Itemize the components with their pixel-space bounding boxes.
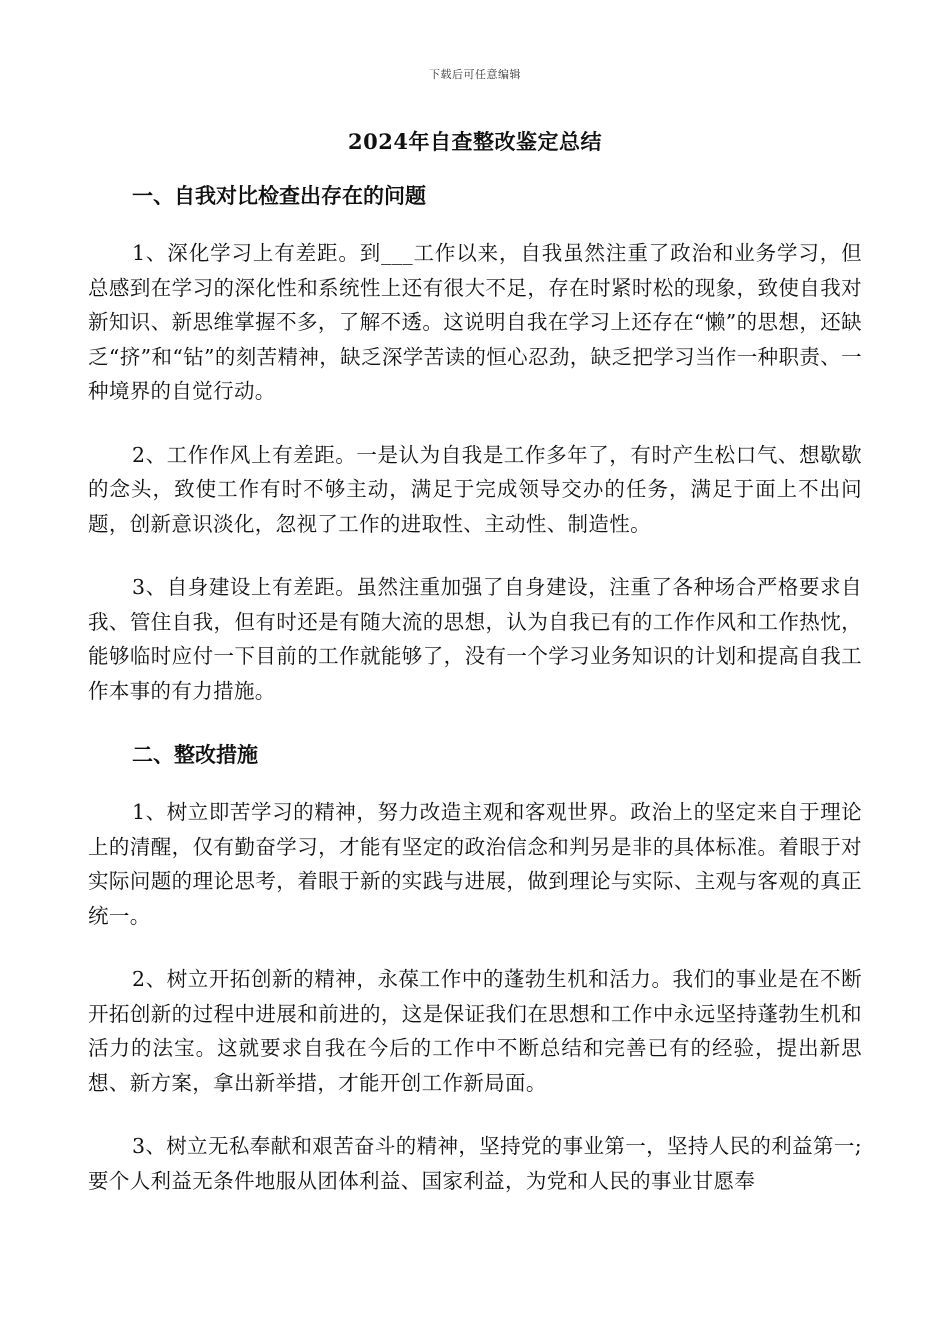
paragraph-1-3: 3、自身建设上有差距。虽然注重加强了自身建设，注重了各种场合严格要求自我、管住自我，但有时还是有随大流的思想，认为自我已有的工作作风和工作热忱，能够临时应付一下目前的工作就能够了，没有一个学习业务知识的计划和提高自我工作本事的有力措施。 [88,575,862,703]
paragraph-1-1: 1、深化学习上有差距。到___工作以来，自我虽然注重了政治和业务学习，但总感到在学习的深化性和系统性上还有很大不足，存在时紧时松的现象，致使自我对新知识、新思维掌握不多，了解不透。这说明自我在学习上还存在“懒”的思想，还缺乏“挤”和“钻”的刻苦精神，缺乏深学苦读的恒心忍劲，缺乏把学习当作一种职责、一种境界的自觉行动。 [88,241,862,403]
section-heading-1: 一、自我对比检查出存在的问题 [132,183,426,208]
document-body [88,178,862,1198]
header-note: 下载后可任意编辑 [429,68,521,81]
section-heading-2: 二、整改措施 [132,742,258,767]
paragraph-2-2: 2、树立开拓创新的精神，永葆工作中的蓬勃生机和活力。我们的事业是在不断开拓创新的过程中进展和前进的，这是保证我们在思想和工作中永远坚持蓬勃生机和活力的法宝。这就要求自我在今后的工作中不断总结和完善已有的经验，提出新思想、新方案，拿出新举措，才能开创工作新局面。 [88,967,862,1095]
paragraph-2-3: 3、树立无私奉献和艰苦奋斗的精神，坚持党的事业第一，坚持人民的利益第一;要个人利益无条件地服从团体利益、国家利益，为党和人民的事业甘愿奉 [88,1134,862,1193]
document-title: 2024年自查整改鉴定总结 [348,129,602,154]
paragraph-1-2: 2、工作作风上有差距。一是认为自我是工作多年了，有时产生松口气、想歇歇的念头，致使工作有时不够主动，满足于完成领导交办的任务，满足于面上不出问题，创新意识淡化，忽视了工作的进取性、主动性、制造性。 [88,442,862,536]
paragraph-2-1: 1、树立即苦学习的精神，努力改造主观和客观世界。政治上的坚定来自于理论上的清醒，仅有勤奋学习，才能有坚定的政治信念和判另是非的具体标准。着眼于对实际问题的理论思考，着眼于新的实践与进展，做到理论与实际、主观与客观的真正统一。 [88,800,862,928]
